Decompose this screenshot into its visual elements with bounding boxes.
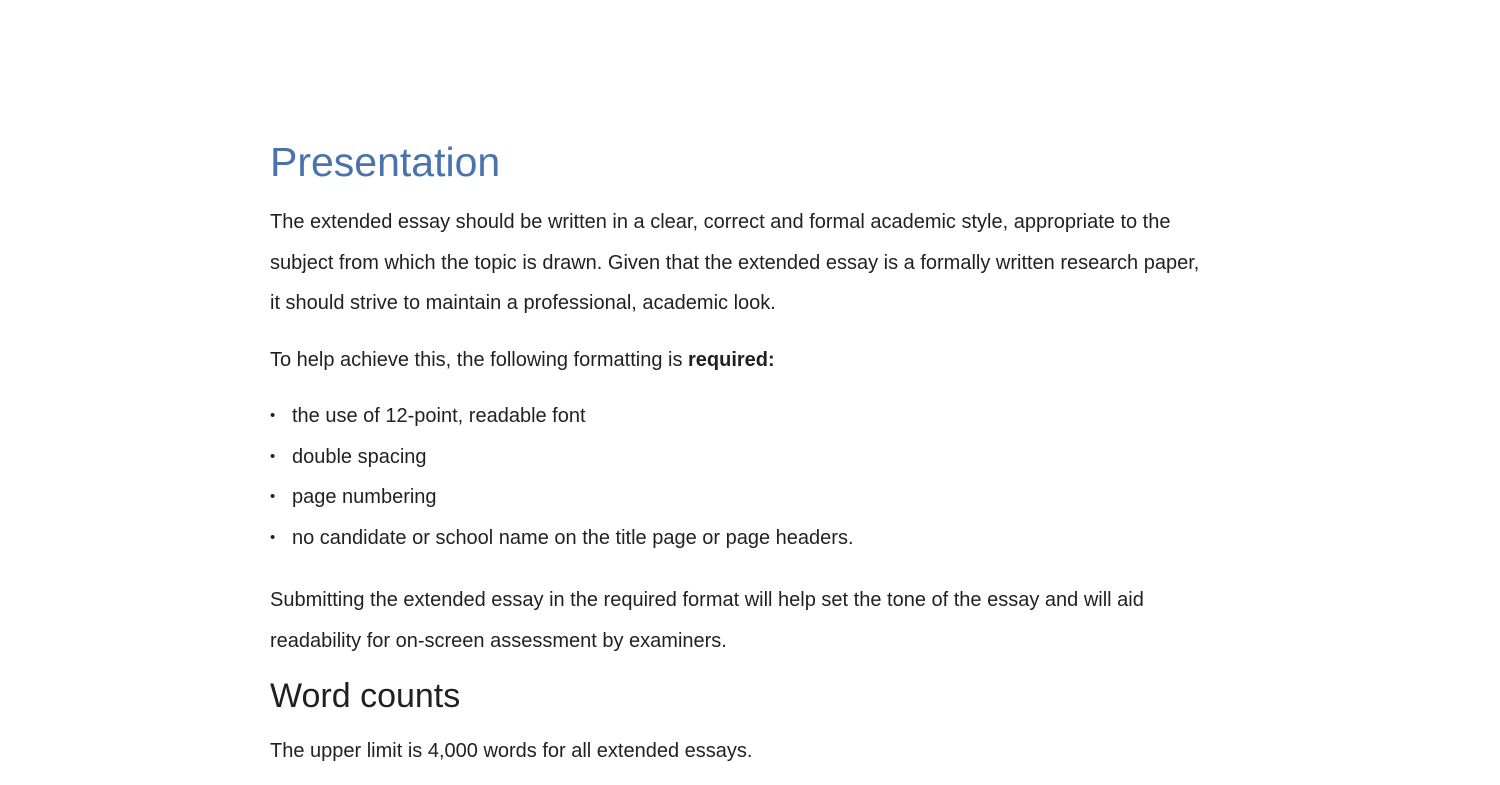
intro-line: subject from which the topic is drawn. Given that the extended essay is a formally written research paper, (270, 251, 1200, 274)
bullet-icon: • (270, 447, 276, 465)
bullet-icon: • (270, 407, 276, 424)
list-item (270, 396, 854, 437)
bullet-icon: • (270, 528, 276, 546)
list-item-text: page numbering (292, 486, 437, 508)
list-item (270, 437, 854, 478)
bullet-icon: • (270, 488, 276, 505)
formatting-requirements-list (270, 396, 854, 558)
word-counts-paragraph: The upper limit is 4,000 words for all extended essays. (270, 740, 753, 762)
formatting-lead-text: To help achieve this, the following formatting is (270, 349, 688, 371)
intro-line: The extended essay should be written in a clear, correct and formal academic style, appropriate to the (270, 211, 1171, 233)
presentation-closing-paragraph (270, 580, 1144, 661)
word-counts-heading: Word counts (270, 677, 461, 715)
intro-line: it should strive to maintain a professional, academic look. (270, 292, 776, 314)
presentation-intro-paragraph (270, 202, 1230, 324)
list-item-text: no candidate or school name on the title page or page headers. (292, 526, 854, 549)
list-item (270, 477, 854, 518)
presentation-heading: Presentation (270, 139, 501, 185)
list-item-text: the use of 12-point, readable font (292, 405, 586, 427)
closing-line: Submitting the extended essay in the required format will help set the tone of the essay and will aid (270, 589, 1144, 611)
list-item (270, 518, 854, 559)
closing-line: readability for on-screen assessment by examiners. (270, 629, 727, 652)
formatting-lead-bold: required: (688, 349, 775, 371)
formatting-lead-paragraph (270, 340, 775, 380)
list-item-text: double spacing (292, 445, 427, 468)
